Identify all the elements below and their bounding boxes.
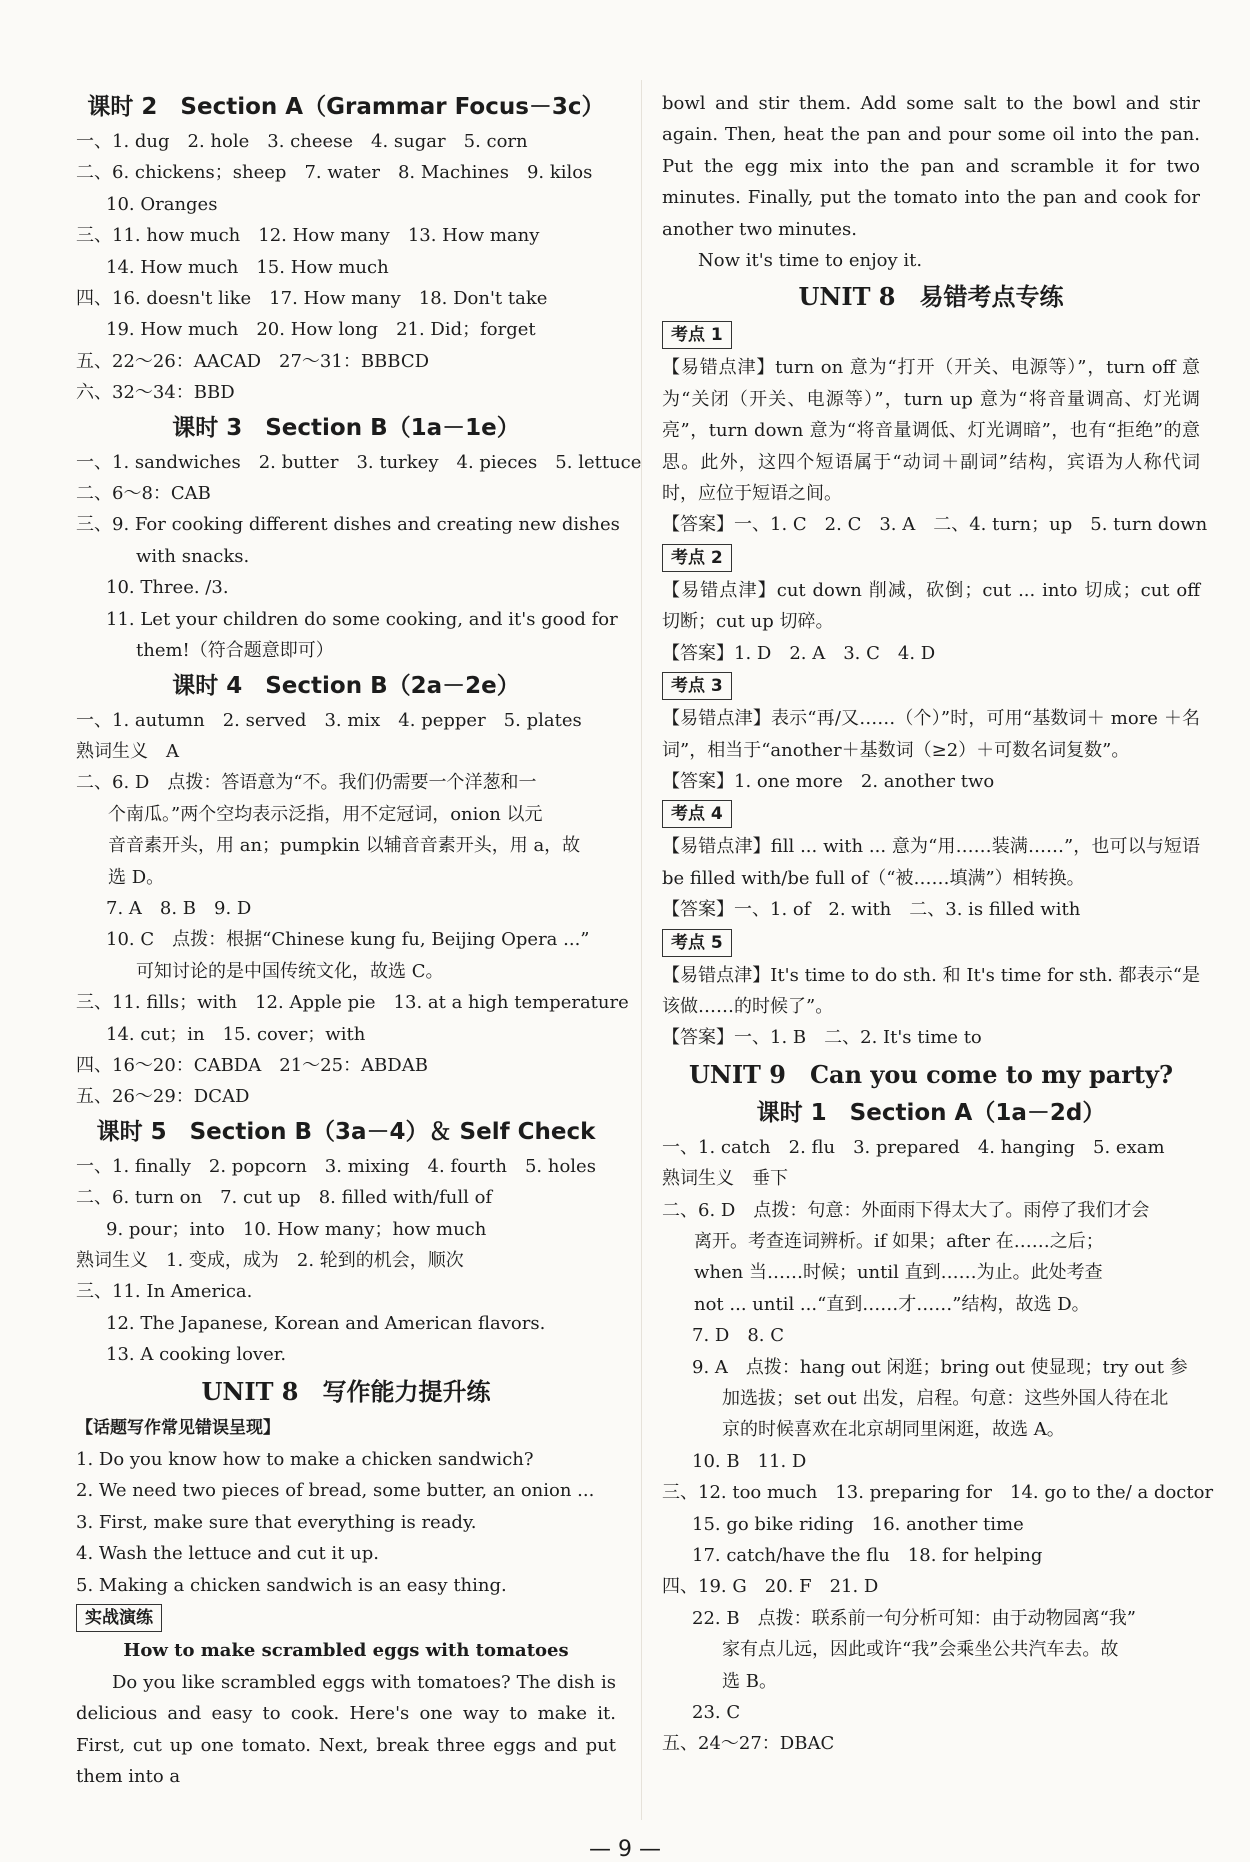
answer-line: 家有点儿远，因此或许“我”会乘坐公共汽车去。故: [722, 1639, 1119, 1661]
answer-line: 10. C 点拨：根据“Chinese kung fu, Beijing Opera ...”: [106, 929, 590, 951]
section-heading: 课时 1 Section A（1a－2d）: [756, 1099, 1106, 1126]
unit-heading: UNIT 9 Can you come to my party?: [688, 1059, 1174, 1089]
answer-line: 一、1. autumn 2. served 3. mix 4. pepper 5. plates: [76, 709, 582, 731]
boxed-label: 考点 1: [662, 321, 732, 349]
answer-line: 10. Oranges: [106, 193, 218, 215]
answer-line: 7. A 8. B 9. D: [106, 897, 252, 919]
answer-line: 11. Let your children do some cooking, and it's good for: [106, 608, 618, 630]
answer-line: 四、16. doesn't like 17. How many 18. Don't take: [76, 288, 548, 310]
answer-line: 【答案】一、1. B 二、2. It's time to: [662, 1027, 982, 1049]
boxed-label: 考点 5: [662, 929, 732, 957]
answer-line: 10. Three. /3.: [106, 577, 229, 599]
answer-line: them!（符合题意即可）: [136, 640, 334, 662]
answer-line: 选 D。: [108, 866, 165, 888]
answer-line: 三、11. fills；with 12. Apple pie 13. at a high temperature: [76, 992, 629, 1014]
boxed-label-row: [76, 1601, 616, 1635]
text-paragraph: 【易错点津】It's time to do sth. 和 It's time for sth. 都表示“是该做……的时候了”。: [662, 964, 1200, 1017]
section-heading: 课时 3 Section B（1a－1e）: [172, 414, 520, 441]
section-heading: 课时 2 Section A（Grammar Focus－3c）: [87, 94, 605, 120]
answer-line: 熟词生义 A: [76, 740, 179, 762]
answer-line: 离开。考查连词辨析。if 如果；after 在……之后；: [694, 1230, 1104, 1252]
boxed-label: 实战演练: [76, 1604, 162, 1632]
boxed-label-row: [662, 541, 1200, 575]
answer-line: 一、1. sandwiches 2. butter 3. turkey 4. pieces 5. lettuce: [76, 451, 642, 473]
answer-line: 六、32～34：BBD: [76, 382, 235, 404]
answer-line: 一、1. dug 2. hole 3. cheese 4. sugar 5. corn: [76, 131, 528, 152]
unit-heading: UNIT 8 易错考点专练: [798, 282, 1064, 312]
answer-line: 可知讨论的是中国传统文化，故选 C。: [136, 960, 444, 982]
answer-line: 【答案】1. D 2. A 3. C 4. D: [662, 642, 936, 664]
text-paragraph: 【易错点津】fill ... with ... 意为“用……装满……”，也可以与短语 be filled with/be full of（“被……填满”）相转换。: [662, 836, 1200, 889]
answer-line: 个南瓜。”两个空均表示泛指，用不定冠词，onion 以元: [108, 803, 543, 825]
answer-line: 1. Do you know how to make a chicken sandwich?: [76, 1449, 534, 1471]
left-column: [76, 88, 642, 1793]
topic-tag: 【话题写作常见错误呈现】: [76, 1417, 280, 1438]
answer-line: 三、11. In America.: [76, 1281, 253, 1303]
answer-line: 二、6～8：CAB: [76, 483, 211, 505]
answer-line: 9. pour；into 10. How many；how much: [106, 1218, 487, 1240]
answer-line: 【答案】1. one more 2. another two: [662, 770, 995, 792]
column-divider: [641, 80, 642, 1820]
answer-line: 熟词生义 1. 变成，成为 2. 轮到的机会，顺次: [76, 1250, 464, 1271]
answer-line: 9. A 点拨：hang out 闲逛；bring out 使显现；try out 参: [692, 1356, 1188, 1378]
answer-line: 【答案】一、1. C 2. C 3. A 二、4. turn；up 5. turn down: [662, 514, 1208, 536]
answer-line: 7. D 8. C: [692, 1325, 784, 1347]
boxed-label: 考点 2: [662, 544, 732, 572]
answer-line: 五、22～26：AACAD 27～31：BBBCD: [76, 350, 430, 372]
answer-line: 二、6. turn on 7. cut up 8. filled with/full of: [76, 1187, 493, 1209]
page-number: — 9 —: [589, 1837, 661, 1862]
answer-line: 熟词生义 垂下: [662, 1168, 788, 1190]
answer-line: not ... until ...“直到……才……”结构，故选 D。: [694, 1293, 1090, 1315]
essay-paragraph: Now it's time to enjoy it.: [698, 250, 923, 272]
answer-line: 一、1. catch 2. flu 3. prepared 4. hanging 5. exam: [662, 1136, 1165, 1158]
text-paragraph: bowl and stir them. Add some salt to the bowl and stir again. Then, heat the pan and pour some oil into the pan. Put the egg mix into the pan and scramble it for two minutes. Finally, put the tomato into the pan and cook for another two minutes.: [662, 93, 1200, 240]
answer-line: 5. Making a chicken sandwich is an easy thing.: [76, 1574, 507, 1596]
answer-line: 17. catch/have the flu 18. for helping: [692, 1545, 1043, 1567]
answer-line: 22. B 点拨：联系前一句分析可知：由于动物园离“我”: [692, 1607, 1136, 1629]
answer-line: 三、9. For cooking different dishes and creating new dishes: [76, 514, 620, 536]
unit-heading: UNIT 8 写作能力提升练: [201, 1376, 491, 1406]
boxed-label-row: [662, 797, 1200, 831]
answer-line: 五、24～27：DBAC: [662, 1733, 835, 1755]
answer-line: 14. cut；in 15. cover；with: [106, 1023, 366, 1045]
boxed-label: 考点 3: [662, 672, 732, 700]
text-paragraph: 【易错点津】cut down 削减，砍倒；cut ... into 切成；cut off 切断；cut up 切碎。: [662, 579, 1200, 633]
answer-line: 10. B 11. D: [692, 1450, 807, 1472]
answer-line: with snacks.: [136, 545, 250, 567]
answer-line: 三、12. too much 13. preparing for 14. go to the/ a doctor: [662, 1482, 1214, 1504]
answer-line: 【答案】一、1. of 2. with 二、3. is filled with: [662, 899, 1081, 921]
answer-line: 选 B。: [722, 1670, 777, 1692]
answer-line: 五、26～29：DCAD: [76, 1086, 250, 1108]
answer-line: 23. C: [692, 1702, 741, 1724]
answer-line: 19. How much 20. How long 21. Did；forget: [106, 319, 536, 341]
answer-line: 二、6. D 点拨：句意：外面雨下得太大了。雨停了我们才会: [662, 1199, 1150, 1221]
answer-line: when 当……时候；until 直到……为止。此处考查: [694, 1262, 1103, 1284]
text-paragraph: 【易错点津】表示“再/又……（个）”时，可用“基数词＋ more ＋名词”，相当于“another＋基数词（≥2）＋可数名词复数”。: [662, 708, 1200, 761]
section-heading: 课时 5 Section B（3a－4）＆ Self Check: [96, 1118, 596, 1145]
answer-line: 12. The Japanese, Korean and American flavors.: [106, 1312, 546, 1334]
text-paragraph: 【易错点津】turn on 意为“打开（开关、电源等）”，turn off 意为“关闭（开关、电源等）”，turn up 意为“将音量调高、灯光调亮”，turn down 意为“将音量调低、灯光调暗”，也有“拒绝”的意思。此外，这四个短语属于“动词＋副词”结构，宾语为人称代词时，应位于短语之间。: [662, 357, 1200, 505]
answer-line: 京的时候喜欢在北京胡同里闲逛，故选 A。: [722, 1419, 1065, 1441]
essay-title: How to make scrambled eggs with tomatoes: [123, 1640, 569, 1662]
answer-line: 3. First, make sure that everything is ready.: [76, 1511, 477, 1533]
answer-line: 一、1. finally 2. popcorn 3. mixing 4. fourth 5. holes: [76, 1155, 596, 1177]
right-column: [662, 88, 1214, 1760]
answer-line: 加选拔；set out 出发，启程。句意：这些外国人待在北: [722, 1388, 1169, 1409]
answer-line: 音音素开头，用 an；pumpkin 以辅音音素开头，用 a，故: [108, 835, 581, 857]
answer-line: 14. How much 15. How much: [106, 256, 389, 278]
boxed-label: 考点 4: [662, 800, 732, 828]
answer-line: 三、11. how much 12. How many 13. How many: [76, 225, 540, 247]
answer-line: 15. go bike riding 16. another time: [692, 1513, 1024, 1535]
answer-line: 13. A cooking lover.: [106, 1344, 287, 1366]
answer-line: 2. We need two pieces of bread, some butter, an onion ...: [76, 1480, 595, 1502]
boxed-label-row: [662, 926, 1200, 960]
answer-line: 二、6. D 点拨：答语意为“不。我们仍需要一个洋葱和一: [76, 772, 537, 794]
boxed-label-row: [662, 669, 1200, 703]
answer-line: 4. Wash the lettuce and cut it up.: [76, 1543, 379, 1565]
answer-line: 四、16～20：CABDA 21～25：ABDAB: [76, 1054, 428, 1076]
boxed-label-row: [662, 318, 1200, 352]
answer-line: 四、19. G 20. F 21. D: [662, 1576, 879, 1598]
answer-line: 二、6. chickens；sheep 7. water 8. Machines 9. kilos: [76, 162, 593, 184]
section-heading: 课时 4 Section B（2a－2e）: [172, 672, 520, 699]
essay-paragraph: Do you like scrambled eggs with tomatoes? The dish is delicious and easy to cook. Here's one way to make it. First, cut up one tomato. Next, break three eggs and put them into a: [76, 1672, 616, 1788]
